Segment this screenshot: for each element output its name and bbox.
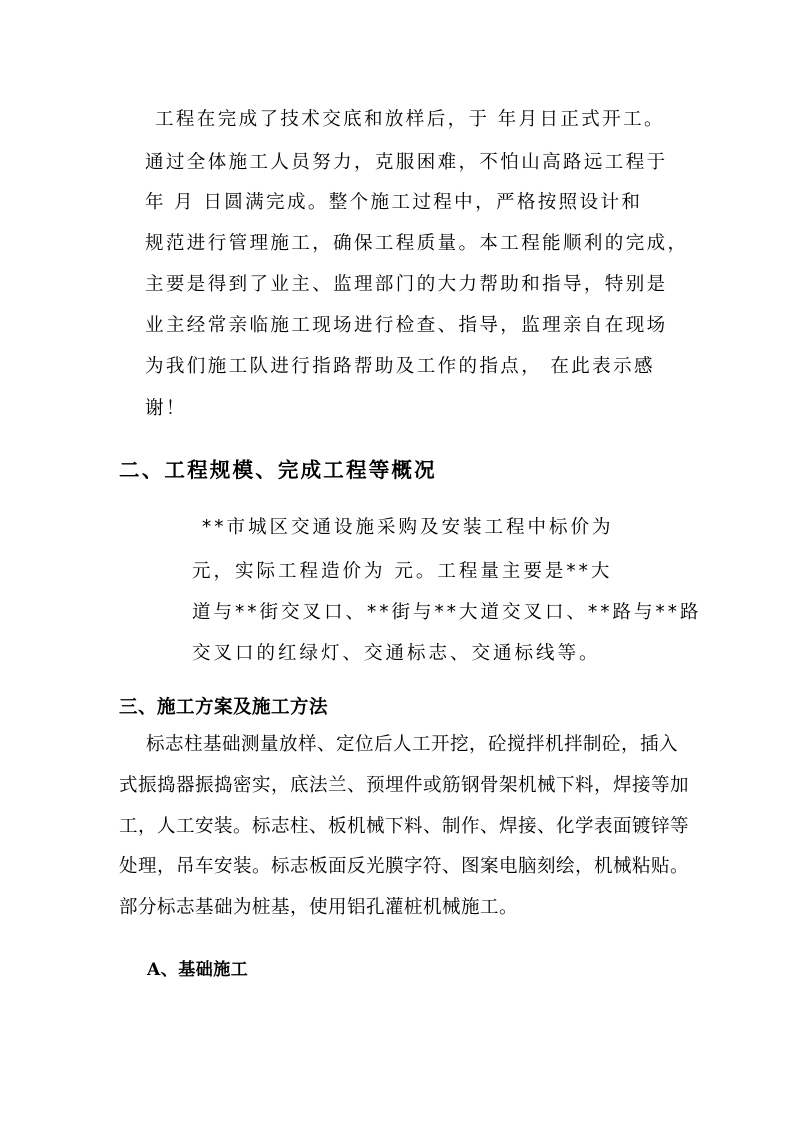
paragraph-line: 规范进行管理施工，确保工程质量。本工程能顺利的完成， [145, 233, 689, 254]
paragraph-line: 主要是得到了业主、监理部门的大力帮助和指导，特别是 [145, 274, 668, 295]
paragraph-line: 通过全体施工人员努力，克服困难，不怕山高路远工程于 [145, 152, 668, 173]
paragraph-line: 元，实际工程造价为 元。工程量主要是**大 [192, 561, 613, 582]
paragraph-line: 年 月 日圆满完成。整个施工过程中，严格按照设计和 [145, 192, 643, 213]
paragraph-line: 部分标志基础为桩基，使用铝孔灌桩机械施工。 [119, 897, 519, 918]
paragraph-line: **市城区交通设施采购及安装工程中标价为 [202, 517, 614, 538]
paragraph-line: 为我们施工队进行指路帮助及工作的指点， 在此表示感 [145, 356, 655, 377]
section-heading-method: 三、施工方案及施工方法 [119, 697, 329, 718]
paragraph-line: 标志柱基础测量放样、定位后人工开挖，砼搅拌机拌制砼，插入 [146, 734, 679, 755]
paragraph-line: 谢！ [145, 398, 187, 419]
paragraph-line: 工，人工安装。标志柱、板机械下料、制作、焊接、化学表面镀锌等 [119, 816, 690, 837]
paragraph-line: 业主经常亲临施工现场进行检查、指导，监理亲自在现场 [145, 315, 668, 336]
paragraph-line: 道与**街交叉口、**街与**大道交叉口、**路与**路 [192, 602, 702, 623]
paragraph-line: 式振捣器振捣密实，底法兰、预埋件或筋钢骨架机械下料，焊接等加 [119, 775, 690, 796]
paragraph-line: 交叉口的红绿灯、交通标志、交通标线等。 [192, 643, 601, 664]
subheading-foundation: A、基础施工 [147, 960, 249, 980]
paragraph-line: 处理，吊车安装。标志板面反光膜字符、图案电脑刻绘，机械粘贴。 [119, 856, 690, 877]
paragraph-line: 工程在完成了技术交底和放样后，于 年月日正式开工。 [155, 109, 665, 130]
section-heading-scale: 二、工程规模、完成工程等概况 [119, 458, 437, 482]
